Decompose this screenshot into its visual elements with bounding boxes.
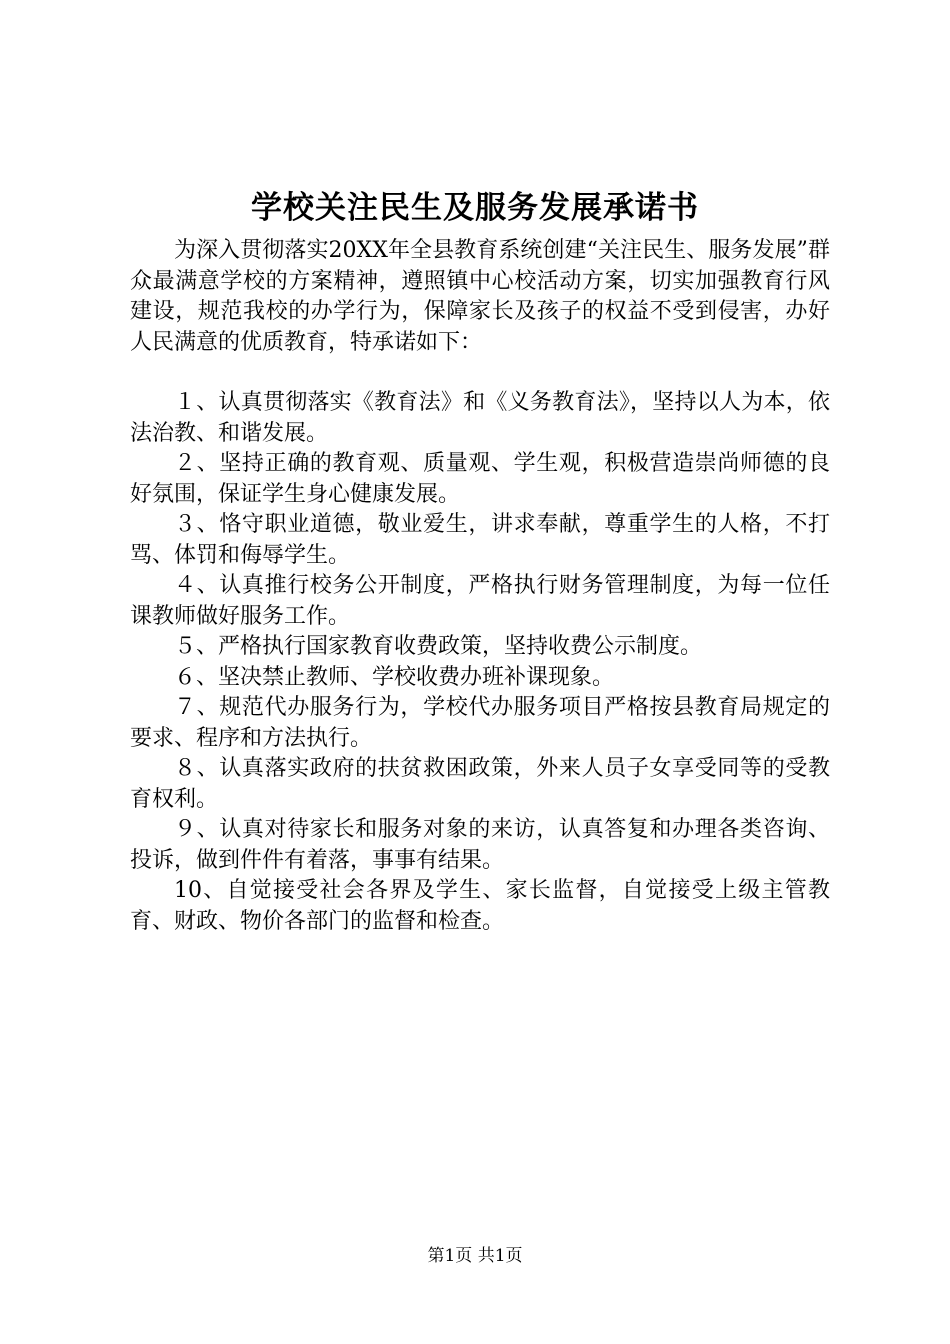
document-body	[130, 236, 830, 937]
commitment-item-2: ２、坚持正确的教育观、质量观、学生观，积极营造崇尚师德的良好氛围，保证学生身心健康发展。	[130, 451, 830, 507]
commitment-item-3: ３、恪守职业道德，敬业爱生，讲求奉献，尊重学生的人格，不打骂、体罚和侮辱学生。	[130, 512, 830, 568]
intro-paragraph: 为深入贯彻落实20XX年全县教育系统创建“关注民生、服务发展”群众最满意学校的方案精神，遵照镇中心校活动方案，切实加强教育行风建设，规范我校的办学行为，保障家长及孩子的权益不受到侵害，办好人民满意的优质教育，特承诺如下：	[130, 238, 830, 355]
commitment-item-6: ６、坚决禁止教师、学校收费办班补课现象。	[174, 664, 615, 690]
document-title: 学校关注民生及服务发展承诺书	[251, 190, 699, 226]
commitment-item-10: 10、自觉接受社会各界及学生、家长监督，自觉接受上级主管教育、财政、物价各部门的监督和检查。	[130, 878, 830, 934]
commitment-item-8: ８、认真落实政府的扶贫救困政策，外来人员子女享受同等的受教育权利。	[130, 756, 830, 812]
commitment-item-4: ４、认真推行校务公开制度，严格执行财务管理制度，为每一位任课教师做好服务工作。	[130, 573, 830, 629]
commitment-item-9: ９、认真对待家长和服务对象的来访，认真答复和办理各类咨询、投诉，做到件件有着落，事事有结果。	[130, 817, 830, 873]
commitment-item-5: ５、严格执行国家教育收费政策，坚持收费公示制度。	[174, 634, 703, 659]
commitment-item-1: １、认真贯彻落实《教育法》和《义务教育法》，坚持以人为本，依法治教、和谐发展。	[130, 390, 830, 446]
commitment-item-7: ７、规范代办服务行为，学校代办服务项目严格按县教育局规定的要求、程序和方法执行。	[130, 695, 830, 751]
page-footer: 第1页 共1页	[427, 1246, 523, 1266]
